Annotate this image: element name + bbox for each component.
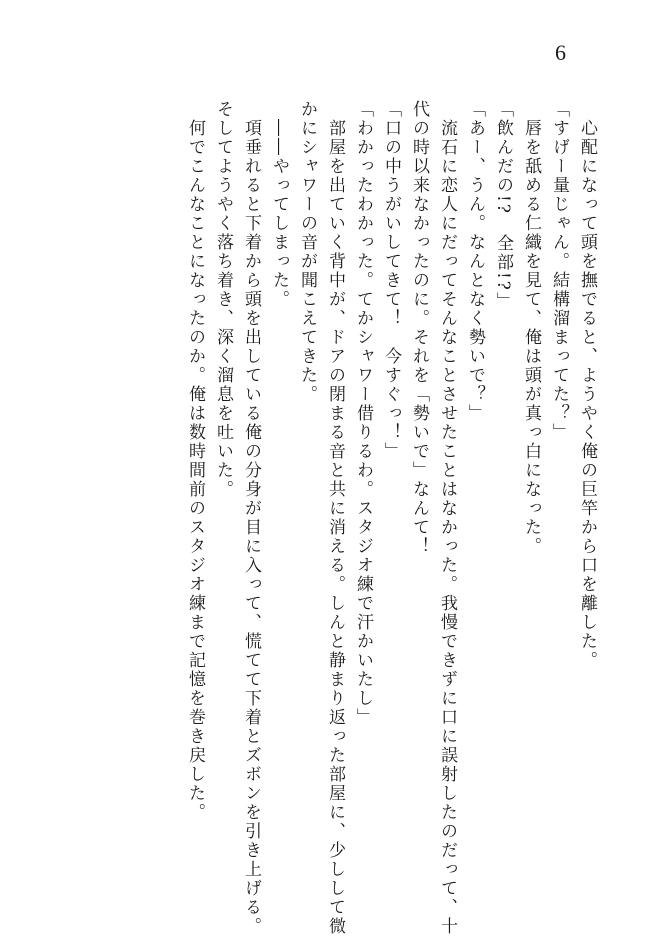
text-line: 「飲んだの!? 全部!?」 (493, 100, 513, 311)
page-number: 6 (555, 40, 566, 65)
text-line: 「わかったわかった。てかシャワー借りるわ。スタジオ練で汗かいたし」 (353, 100, 373, 727)
text-line: 「口の中うがいしてきて！ 今すぐっ！」 (381, 100, 401, 461)
text-line: かにシャワーの音が聞こえてきた。 (297, 100, 317, 404)
text-line: 代の時以来なかったのに。それを「勢いで」なんて！ (409, 100, 429, 556)
text-line: ――やってしまった。 (269, 100, 289, 309)
text-line: 「すげー量じゃん。結構溜まってた？」 (549, 100, 569, 442)
text-line: 「あー、うん。なんとなく勢いで？」 (465, 100, 485, 423)
text-line: 流石に恋人にだってそんなことさせたことはなかった。我慢できずに口に誤射したのだって、十 (437, 100, 457, 936)
text-line: 項垂れると下着から頭を出している俺の分身が目に入って、慌てて下着とズボンを引き上げる。 (241, 100, 261, 936)
text-line: 何でこんなことになったのか。俺は数時間前のスタジオ練まで記憶を巻き戻した。 (185, 100, 205, 822)
text-line: 唇を舐める仁織を見て、俺は頭が真っ白になった。 (521, 100, 541, 556)
text-line: 心配になって頭を撫でると、ようやく俺の巨竿から口を離した。 (577, 100, 597, 670)
vertical-text-body (181, 100, 601, 936)
text-line: 部屋を出ていく背中が、ドアの閉まる音と共に消える。しんと静まり返った部屋に、少しして微 (325, 100, 345, 936)
text-line: そしてようやく落ち着き、深く溜息を吐いた。 (213, 100, 233, 499)
